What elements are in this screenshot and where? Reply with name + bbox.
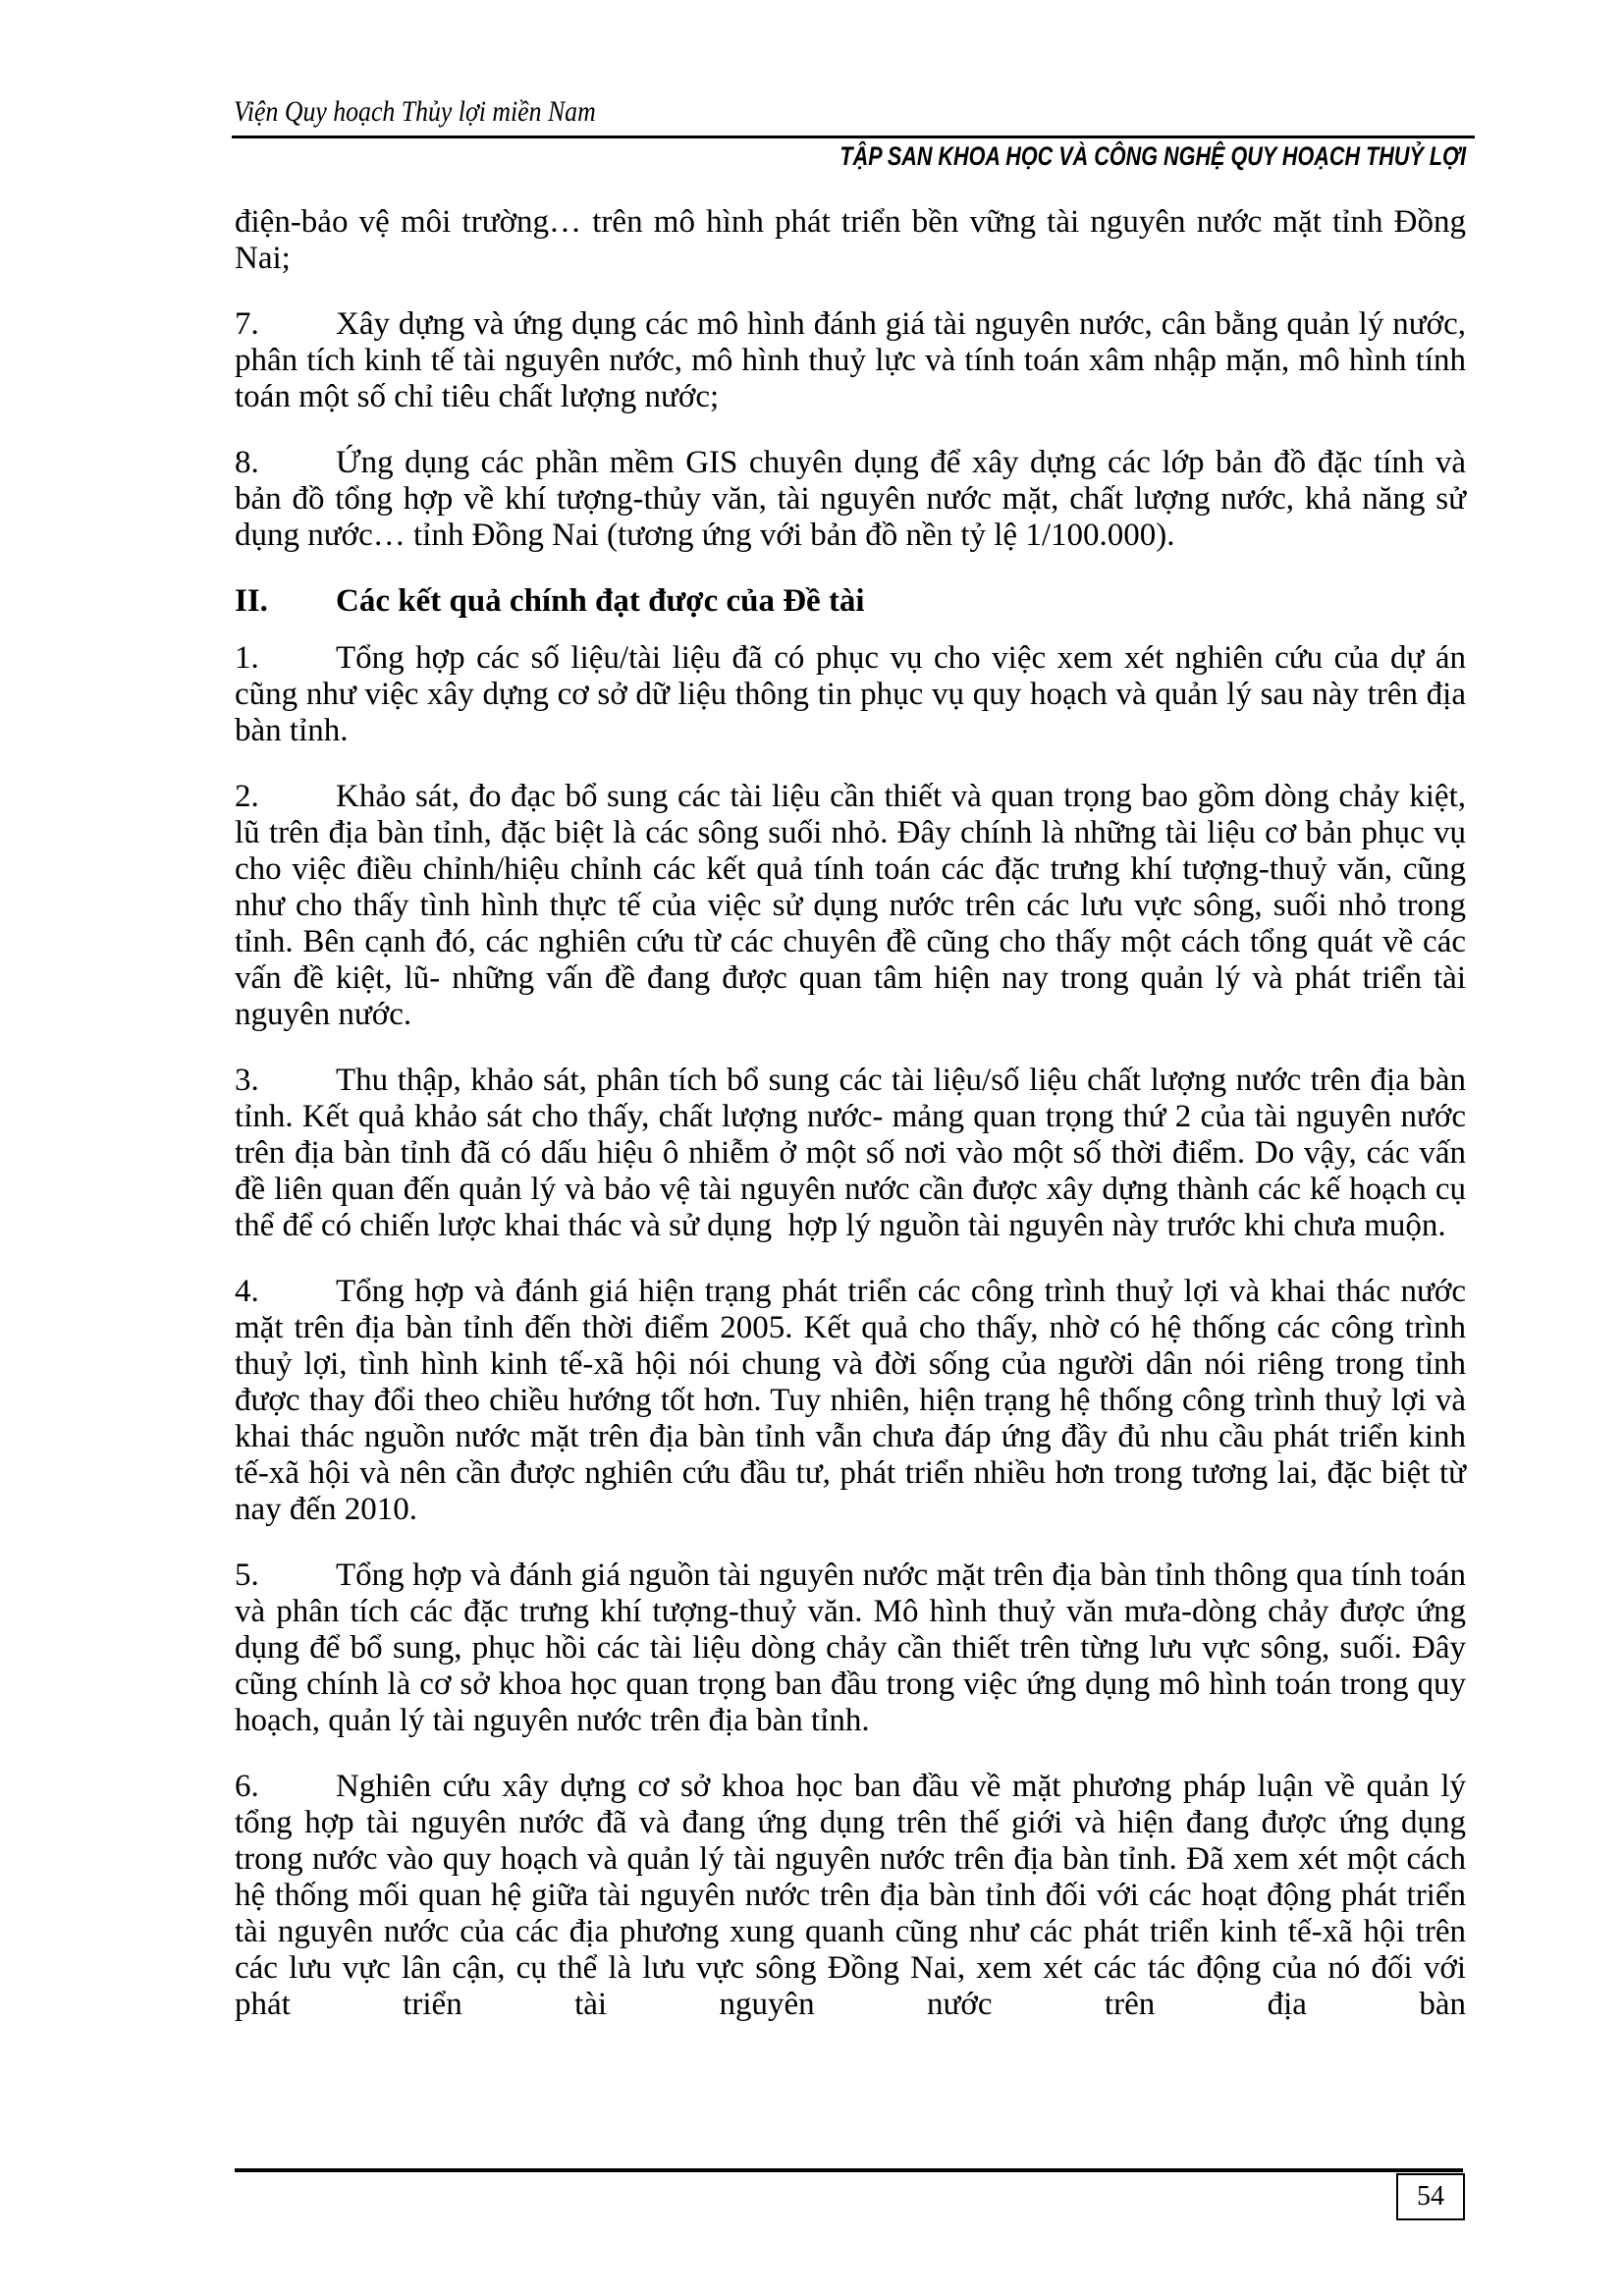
continuation-paragraph: điện-bảo vệ môi trường… trên mô hình phát triển bền vững tài nguyên nước mặt tỉnh Đồng Nai; bbox=[235, 204, 1466, 276]
item-text: Tổng hợp các số liệu/tài liệu đã có phục vụ cho việc xem xét nghiên cứu của dự án cũng như việc xây dựng cơ sở dữ liệu thông tin phục vụ quy hoạch và quản lý sau này trên địa bàn tỉnh. bbox=[235, 640, 1466, 748]
section-heading bbox=[235, 583, 1466, 620]
header-rule bbox=[232, 136, 1475, 138]
item-number: 2. bbox=[235, 779, 259, 814]
header-institute-name: Viện Quy hoạch Thủy lợi miền Nam bbox=[234, 95, 596, 128]
item-text: Tổng hợp và đánh giá nguồn tài nguyên nước mặt trên địa bàn tỉnh thông qua tính toán và phân tích các đặc trưng khí tượng-thuỷ văn. Mô hình thuỷ văn mưa-dòng chảy được ứng dụng để bổ sung, phục hồi các tài liệu dòng chảy cần thiết trên từng lưu vực sông, suối. Đây cũng chính là cơ sở khoa học quan trọng ban đầu trong việc ứng dụng mô hình toán trong quy hoạch, quản lý tài nguyên nước trên địa bàn tỉnh. bbox=[235, 1558, 1466, 1738]
list-item bbox=[235, 1063, 1475, 1244]
item-number: 3. bbox=[235, 1063, 259, 1098]
header-journal-title: TẬP SAN KHOA HỌC VÀ CÔNG NGHỆ QUY HOẠCH THUỶ LỢI bbox=[839, 141, 1466, 171]
section-number: II. bbox=[235, 583, 268, 619]
page-number: 54 bbox=[1396, 2173, 1465, 2220]
list-item bbox=[235, 1769, 1466, 2023]
item-number: 6. bbox=[235, 1769, 259, 1804]
list-item bbox=[235, 640, 1466, 749]
item-text: Tổng hợp và đánh giá hiện trạng phát triển các công trình thuỷ lợi và khai thác nước mặt trên địa bàn tỉnh đến thời điểm 2005. Kết quả cho thấy, nhờ có hệ thống các công trình thuỷ lợi, tình hình kinh tế-xã hội nói chung và đời sống của người dân nói riêng trong tỉnh được thay đổi theo chiều hướng tốt hơn. Tuy nhiên, hiện trạng hệ thống công trình thuỷ lợi và khai thác nguồn nước mặt trên địa bàn tỉnh vẫn chưa đáp ứng đầy đủ nhu cầu phát triển kinh tế-xã hội và nên cần được nghiên cứu đầu tư, phát triển nhiều hơn trong tương lai, đặc biệt từ nay đến 2010. bbox=[235, 1274, 1466, 1527]
item-number: 8. bbox=[235, 445, 259, 480]
item-text: Khảo sát, đo đạc bổ sung các tài liệu cần thiết và quan trọng bao gồm dòng chảy kiệt, lũ trên địa bàn tỉnh, đặc biệt là các sông suối nhỏ. Đây chính là những tài liệu cơ bản phục vụ cho việc điều chỉnh/hiệu chỉnh các kết quả tính toán các đặc trưng khí tượng-thuỷ văn, cũng như cho thấy tình hình thực tế của việc sử dụng nước trên các lưu vực sông, suối nhỏ trong tỉnh. Bên cạnh đó, các nghiên cứu từ các chuyên đề cũng cho thấy một cách tổng quát về các vấn đề kiệt, lũ- những vấn đề đang được quan tâm hiện nay trong quản lý và phát triển tài nguyên nước. bbox=[235, 779, 1466, 1032]
item-number: 5. bbox=[235, 1558, 259, 1593]
item-text: Thu thập, khảo sát, phân tích bổ sung các tài liệu/số liệu chất lượng nước trên địa bàn tỉnh. Kết quả khảo sát cho thấy, chất lượng nước- mảng quan trọng thứ 2 của tài nguyên nước trên địa bàn tỉnh đã có dấu hiệu ô nhiễm ở một số nơi vào một số thời điểm. Do vậy, các vấn đề liên quan đến quản lý và bảo vệ tài nguyên nước cần được xây dựng thành các kế hoạch cụ thể để có chiến lược khai thác và sử dụng hợp lý nguồn tài nguyên này trước khi chưa muộn. bbox=[235, 1063, 1475, 1243]
item-text: Ứng dụng các phần mềm GIS chuyên dụng để xây dựng các lớp bản đồ đặc tính và bản đồ tổng hợp về khí tượng-thủy văn, tài nguyên nước mặt, chất lượng nước, khả năng sử dụng nước… tỉnh Đồng Nai (tương ứng với bản đồ nền tỷ lệ 1/100.000). bbox=[235, 445, 1466, 553]
list-item bbox=[235, 779, 1466, 1033]
item-number: 7. bbox=[235, 306, 259, 342]
item-number: 1. bbox=[235, 640, 259, 676]
list-item bbox=[235, 306, 1466, 415]
footer-rule bbox=[235, 2168, 1463, 2172]
item-text: Xây dựng và ứng dụng các mô hình đánh giá tài nguyên nước, cân bằng quản lý nước, phân tích kinh tế tài nguyên nước, mô hình thuỷ lực và tính toán xâm nhập mặn, mô hình tính toán một số chỉ tiêu chất lượng nước; bbox=[235, 306, 1466, 414]
body-text bbox=[235, 204, 1475, 2052]
list-item bbox=[235, 1558, 1466, 1739]
list-item bbox=[235, 1274, 1466, 1528]
list-item bbox=[235, 445, 1466, 554]
item-number: 4. bbox=[235, 1274, 259, 1309]
item-text: Nghiên cứu xây dựng cơ sở khoa học ban đầu về mặt phương pháp luận về quản lý tổng hợp tài nguyên nước đã và đang ứng dụng trên thế giới và hiện đang được ứng dụng trong nước vào quy hoạch và quản lý tài nguyên nước trên địa bàn tỉnh. Đã xem xét một cách hệ thống mối quan hệ giữa tài nguyên nước trên địa bàn tỉnh đối với các hoạt động phát triển tài nguyên nước của các địa phương xung quanh cũng như các phát triển kinh tế-xã hội trên các lưu vực lân cận, cụ thể là lưu vực sông Đồng Nai, xem xét các tác động của nó đối với phát triển tài nguyên nước trên địa bàn bbox=[235, 1769, 1466, 2022]
section-title: Các kết quả chính đạt được của Đề tài bbox=[336, 583, 865, 619]
